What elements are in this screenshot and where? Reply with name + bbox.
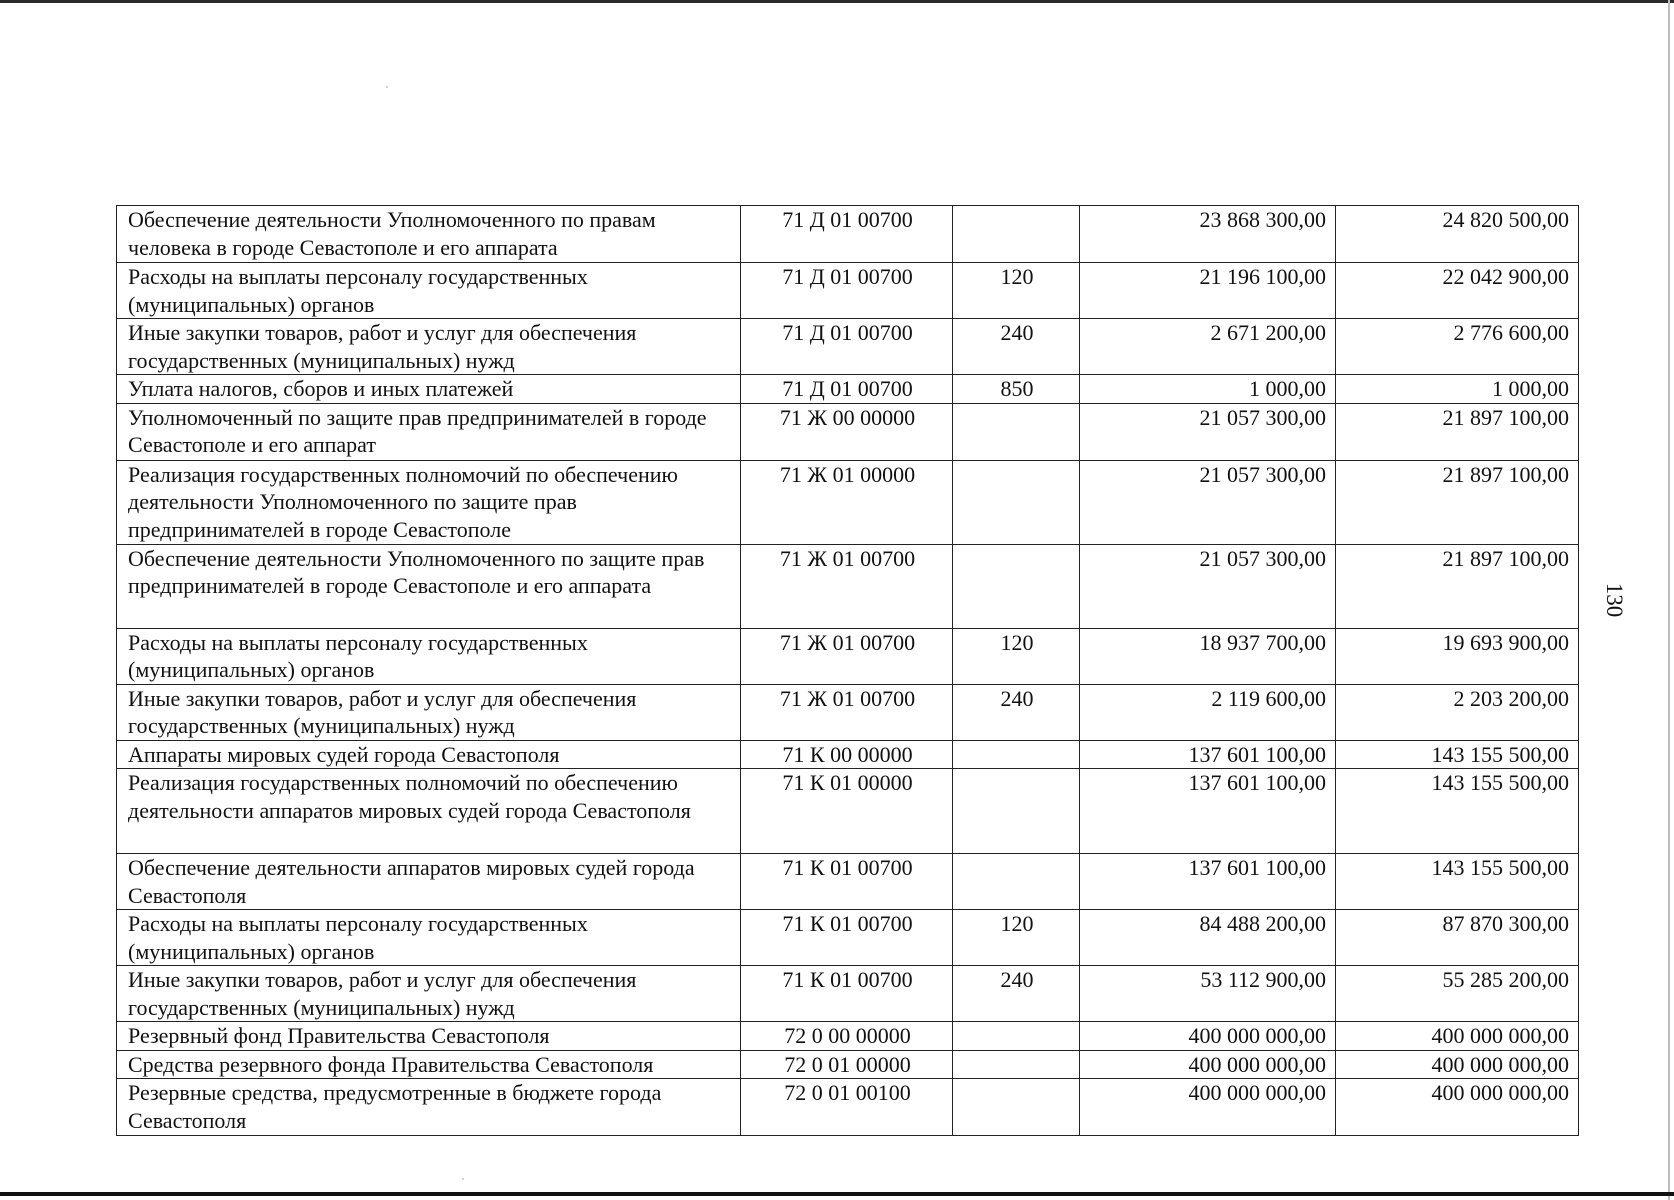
amount-cell-year-2: 19 693 900,00 bbox=[1336, 628, 1579, 684]
expense-name-cell: Средства резервного фонда Правительства Севастополя bbox=[117, 1050, 741, 1079]
amount-cell-year-2: 143 155 500,00 bbox=[1336, 769, 1579, 854]
target-code-cell: 71 Ж 00 00000 bbox=[741, 403, 953, 460]
target-code-cell: 71 К 00 00000 bbox=[741, 740, 953, 769]
target-code-cell: 71 К 01 00700 bbox=[741, 966, 953, 1022]
amount-cell-year-1: 21 196 100,00 bbox=[1080, 263, 1336, 319]
expense-name-cell: Аппараты мировых судей города Севастополя bbox=[117, 740, 741, 769]
amount-cell-year-2: 400 000 000,00 bbox=[1336, 1079, 1579, 1136]
table-row bbox=[117, 769, 1579, 854]
target-code-cell: 71 Д 01 00700 bbox=[741, 206, 953, 263]
target-code-cell: 72 0 00 00000 bbox=[741, 1022, 953, 1051]
amount-cell-year-1: 2 119 600,00 bbox=[1080, 684, 1336, 740]
page-number: 130 bbox=[1602, 582, 1627, 618]
expense-type-cell: 120 bbox=[953, 263, 1080, 319]
expense-name-cell: Обеспечение деятельности Уполномоченного по правам человека в городе Севастополе и его аппарата bbox=[117, 206, 741, 263]
amount-cell-year-2: 22 042 900,00 bbox=[1336, 263, 1579, 319]
amount-cell-year-2: 55 285 200,00 bbox=[1336, 966, 1579, 1022]
budget-table bbox=[116, 205, 1579, 1136]
table-row bbox=[117, 263, 1579, 319]
amount-cell-year-2: 143 155 500,00 bbox=[1336, 854, 1579, 910]
amount-cell-year-1: 2 671 200,00 bbox=[1080, 319, 1336, 375]
expense-name-cell: Иные закупки товаров, работ и услуг для обеспечения государственных (муниципальных) нужд bbox=[117, 966, 741, 1022]
amount-cell-year-1: 137 601 100,00 bbox=[1080, 769, 1336, 854]
table-row bbox=[117, 1079, 1579, 1136]
amount-cell-year-2: 24 820 500,00 bbox=[1336, 206, 1579, 263]
expense-name-cell: Иные закупки товаров, работ и услуг для обеспечения государственных (муниципальных) нужд bbox=[117, 319, 741, 375]
expense-type-cell bbox=[953, 1022, 1080, 1051]
target-code-cell: 71 К 01 00700 bbox=[741, 910, 953, 966]
target-code-cell: 71 Ж 01 00700 bbox=[741, 628, 953, 684]
expense-type-cell: 240 bbox=[953, 684, 1080, 740]
expense-type-cell bbox=[953, 740, 1080, 769]
expense-name-cell: Реализация государственных полномочий по обеспечению деятельности Уполномоченного по защите прав предпринимателей в городе Севастополе bbox=[117, 460, 741, 544]
table-row bbox=[117, 206, 1579, 263]
expense-name-cell: Расходы на выплаты персоналу государственных (муниципальных) органов bbox=[117, 263, 741, 319]
expense-type-cell: 240 bbox=[953, 319, 1080, 375]
scan-speck bbox=[462, 1178, 464, 1180]
budget-table-body bbox=[117, 206, 1579, 1136]
amount-cell-year-1: 400 000 000,00 bbox=[1080, 1050, 1336, 1079]
amount-cell-year-2: 400 000 000,00 bbox=[1336, 1022, 1579, 1051]
table-row bbox=[117, 375, 1579, 404]
table-row bbox=[117, 1022, 1579, 1051]
expense-type-cell bbox=[953, 460, 1080, 544]
expense-name-cell: Обеспечение деятельности Уполномоченного по защите прав предпринимателей в городе Севастополе и его аппарата bbox=[117, 544, 741, 628]
expense-type-cell bbox=[953, 854, 1080, 910]
amount-cell-year-1: 84 488 200,00 bbox=[1080, 910, 1336, 966]
expense-type-cell: 240 bbox=[953, 966, 1080, 1022]
table-row bbox=[117, 684, 1579, 740]
table-row bbox=[117, 910, 1579, 966]
target-code-cell: 71 Д 01 00700 bbox=[741, 375, 953, 404]
amount-cell-year-1: 400 000 000,00 bbox=[1080, 1079, 1336, 1136]
table-row bbox=[117, 544, 1579, 628]
expense-name-cell: Расходы на выплаты персоналу государственных (муниципальных) органов bbox=[117, 910, 741, 966]
amount-cell-year-2: 2 776 600,00 bbox=[1336, 319, 1579, 375]
scan-bottom-edge bbox=[0, 1192, 1674, 1196]
target-code-cell: 71 Д 01 00700 bbox=[741, 263, 953, 319]
amount-cell-year-1: 137 601 100,00 bbox=[1080, 854, 1336, 910]
amount-cell-year-2: 21 897 100,00 bbox=[1336, 460, 1579, 544]
amount-cell-year-2: 400 000 000,00 bbox=[1336, 1050, 1579, 1079]
amount-cell-year-2: 2 203 200,00 bbox=[1336, 684, 1579, 740]
expense-type-cell: 120 bbox=[953, 910, 1080, 966]
amount-cell-year-1: 1 000,00 bbox=[1080, 375, 1336, 404]
amount-cell-year-2: 143 155 500,00 bbox=[1336, 740, 1579, 769]
expense-type-cell: 120 bbox=[953, 628, 1080, 684]
amount-cell-year-1: 18 937 700,00 bbox=[1080, 628, 1336, 684]
expense-name-cell: Уполномоченный по защите прав предпринимателей в городе Севастополе и его аппарат bbox=[117, 403, 741, 460]
amount-cell-year-2: 21 897 100,00 bbox=[1336, 403, 1579, 460]
table-row bbox=[117, 319, 1579, 375]
expense-type-cell bbox=[953, 544, 1080, 628]
amount-cell-year-1: 21 057 300,00 bbox=[1080, 403, 1336, 460]
target-code-cell: 72 0 01 00100 bbox=[741, 1079, 953, 1136]
amount-cell-year-1: 23 868 300,00 bbox=[1080, 206, 1336, 263]
expense-type-cell bbox=[953, 769, 1080, 854]
amount-cell-year-2: 21 897 100,00 bbox=[1336, 544, 1579, 628]
target-code-cell: 71 К 01 00700 bbox=[741, 854, 953, 910]
expense-type-cell bbox=[953, 206, 1080, 263]
expense-name-cell: Обеспечение деятельности аппаратов мировых судей города Севастополя bbox=[117, 854, 741, 910]
table-row bbox=[117, 966, 1579, 1022]
amount-cell-year-1: 21 057 300,00 bbox=[1080, 460, 1336, 544]
target-code-cell: 71 Д 01 00700 bbox=[741, 319, 953, 375]
amount-cell-year-1: 21 057 300,00 bbox=[1080, 544, 1336, 628]
amount-cell-year-2: 87 870 300,00 bbox=[1336, 910, 1579, 966]
expense-type-cell bbox=[953, 1079, 1080, 1136]
table-row bbox=[117, 403, 1579, 460]
expense-type-cell bbox=[953, 403, 1080, 460]
target-code-cell: 71 Ж 01 00000 bbox=[741, 460, 953, 544]
table-row bbox=[117, 740, 1579, 769]
scan-top-edge bbox=[0, 0, 1674, 3]
scan-speck bbox=[386, 86, 388, 88]
scan-right-edge bbox=[1668, 0, 1670, 1200]
expense-name-cell: Расходы на выплаты персоналу государственных (муниципальных) органов bbox=[117, 628, 741, 684]
expense-type-cell: 850 bbox=[953, 375, 1080, 404]
table-row bbox=[117, 460, 1579, 544]
expense-name-cell: Иные закупки товаров, работ и услуг для обеспечения государственных (муниципальных) нужд bbox=[117, 684, 741, 740]
table-row bbox=[117, 628, 1579, 684]
expense-name-cell: Уплата налогов, сборов и иных платежей bbox=[117, 375, 741, 404]
target-code-cell: 71 Ж 01 00700 bbox=[741, 684, 953, 740]
amount-cell-year-1: 53 112 900,00 bbox=[1080, 966, 1336, 1022]
target-code-cell: 71 К 01 00000 bbox=[741, 769, 953, 854]
table-row bbox=[117, 1050, 1579, 1079]
amount-cell-year-2: 1 000,00 bbox=[1336, 375, 1579, 404]
expense-type-cell bbox=[953, 1050, 1080, 1079]
expense-name-cell: Резервные средства, предусмотренные в бюджете города Севастополя bbox=[117, 1079, 741, 1136]
amount-cell-year-1: 137 601 100,00 bbox=[1080, 740, 1336, 769]
expense-name-cell: Реализация государственных полномочий по обеспечению деятельности аппаратов мировых судей города Севастополя bbox=[117, 769, 741, 854]
target-code-cell: 71 Ж 01 00700 bbox=[741, 544, 953, 628]
expense-name-cell: Резервный фонд Правительства Севастополя bbox=[117, 1022, 741, 1051]
amount-cell-year-1: 400 000 000,00 bbox=[1080, 1022, 1336, 1051]
table-row bbox=[117, 854, 1579, 910]
target-code-cell: 72 0 01 00000 bbox=[741, 1050, 953, 1079]
